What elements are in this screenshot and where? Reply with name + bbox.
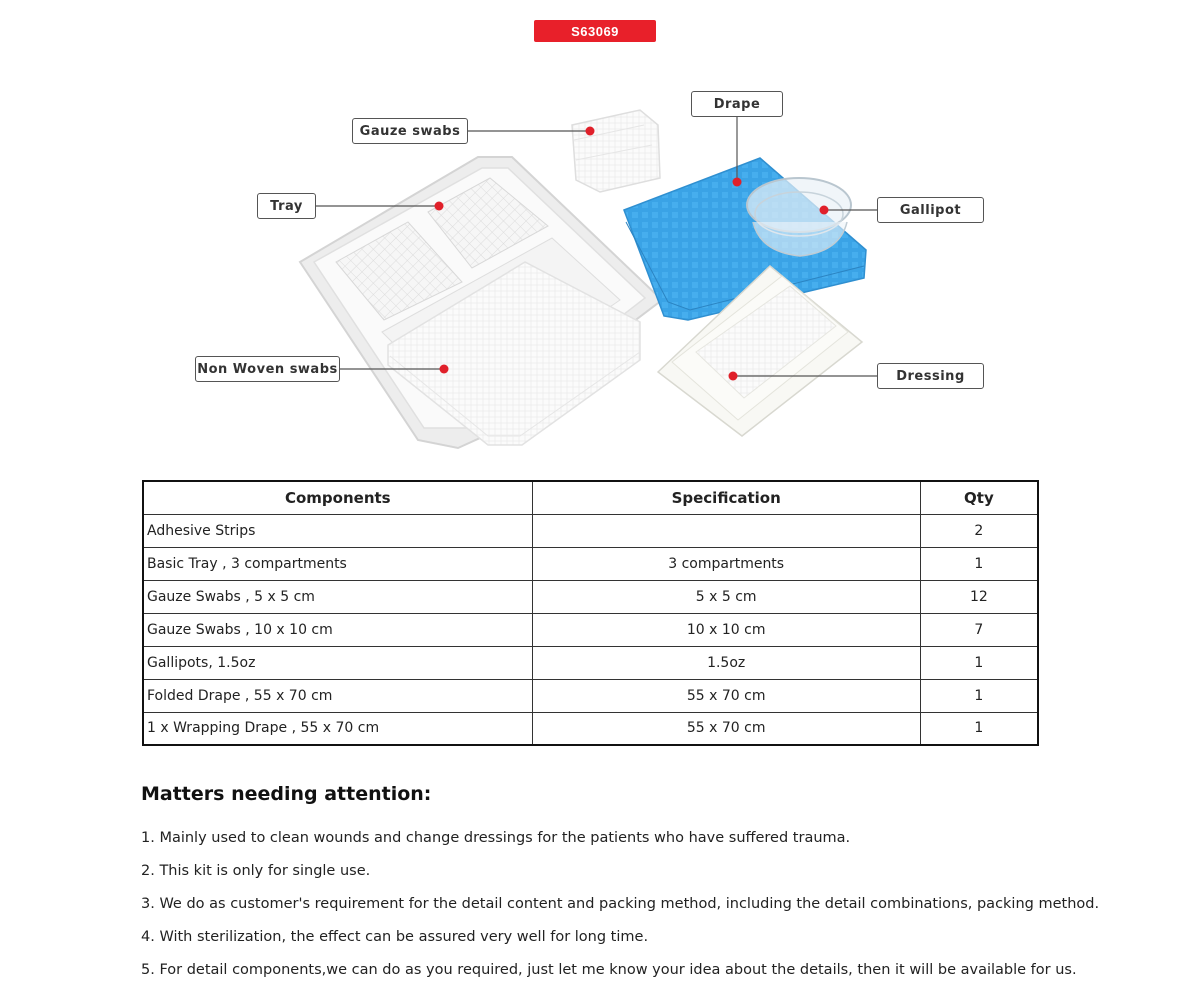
callout-dressing: Dressing	[877, 363, 984, 389]
component-name: Adhesive Strips	[143, 514, 532, 547]
table-row	[143, 679, 1038, 712]
product-photo	[0, 0, 1200, 470]
component-spec: 5 x 5 cm	[532, 580, 920, 613]
component-spec	[532, 514, 920, 547]
header-components: Components	[143, 481, 532, 514]
component-qty: 1	[920, 712, 1038, 745]
component-qty: 12	[920, 580, 1038, 613]
callout-drape: Drape	[691, 91, 783, 117]
table-row	[143, 712, 1038, 745]
non-woven-marker	[440, 365, 449, 374]
table-row	[143, 646, 1038, 679]
component-spec: 10 x 10 cm	[532, 613, 920, 646]
table-row	[143, 547, 1038, 580]
header-specification: Specification	[532, 481, 920, 514]
kit-illustration	[0, 0, 1200, 470]
gallipot-marker	[820, 206, 829, 215]
notes-title: Matters needing attention:	[141, 783, 432, 805]
component-qty: 2	[920, 514, 1038, 547]
component-name: Gallipots, 1.5oz	[143, 646, 532, 679]
component-name: Folded Drape , 55 x 70 cm	[143, 679, 532, 712]
note-item: 3. We do as customer's requirement for the detail content and packing method, including the detail combinations, packing method.	[141, 896, 1100, 912]
callout-gauze-swabs: Gauze swabs	[352, 118, 468, 144]
header-qty: Qty	[920, 481, 1038, 514]
callout-tray: Tray	[257, 193, 316, 219]
drape-marker	[733, 178, 742, 187]
callout-non-woven-swabs: Non Woven swabs	[195, 356, 340, 382]
table-row	[143, 613, 1038, 646]
component-spec: 1.5oz	[532, 646, 920, 679]
product-code-badge: S63069	[534, 20, 656, 42]
callout-gallipot: Gallipot	[877, 197, 984, 223]
table-row	[143, 514, 1038, 547]
table-header-row	[143, 481, 1038, 514]
dressing-marker	[729, 372, 738, 381]
component-spec: 55 x 70 cm	[532, 679, 920, 712]
note-item: 5. For detail components,we can do as you required, just let me know your idea about the details, then it will be available for us.	[141, 962, 1077, 978]
component-name: Gauze Swabs , 10 x 10 cm	[143, 613, 532, 646]
tray-marker	[435, 202, 444, 211]
gauze-swabs-shape	[572, 110, 660, 192]
component-qty: 1	[920, 646, 1038, 679]
note-item: 1. Mainly used to clean wounds and change dressings for the patients who have suffered trauma.	[141, 830, 851, 846]
component-qty: 7	[920, 613, 1038, 646]
notes-list	[141, 828, 1191, 993]
component-name: 1 x Wrapping Drape , 55 x 70 cm	[143, 712, 532, 745]
component-spec: 3 compartments	[532, 547, 920, 580]
component-qty: 1	[920, 547, 1038, 580]
component-name: Gauze Swabs , 5 x 5 cm	[143, 580, 532, 613]
component-spec: 55 x 70 cm	[532, 712, 920, 745]
gauze-marker	[586, 127, 595, 136]
note-item: 2. This kit is only for single use.	[141, 863, 371, 879]
note-item: 4. With sterilization, the effect can be assured very well for long time.	[141, 929, 649, 945]
table-row	[143, 580, 1038, 613]
component-qty: 1	[920, 679, 1038, 712]
components-table	[142, 480, 1039, 746]
component-name: Basic Tray , 3 compartments	[143, 547, 532, 580]
